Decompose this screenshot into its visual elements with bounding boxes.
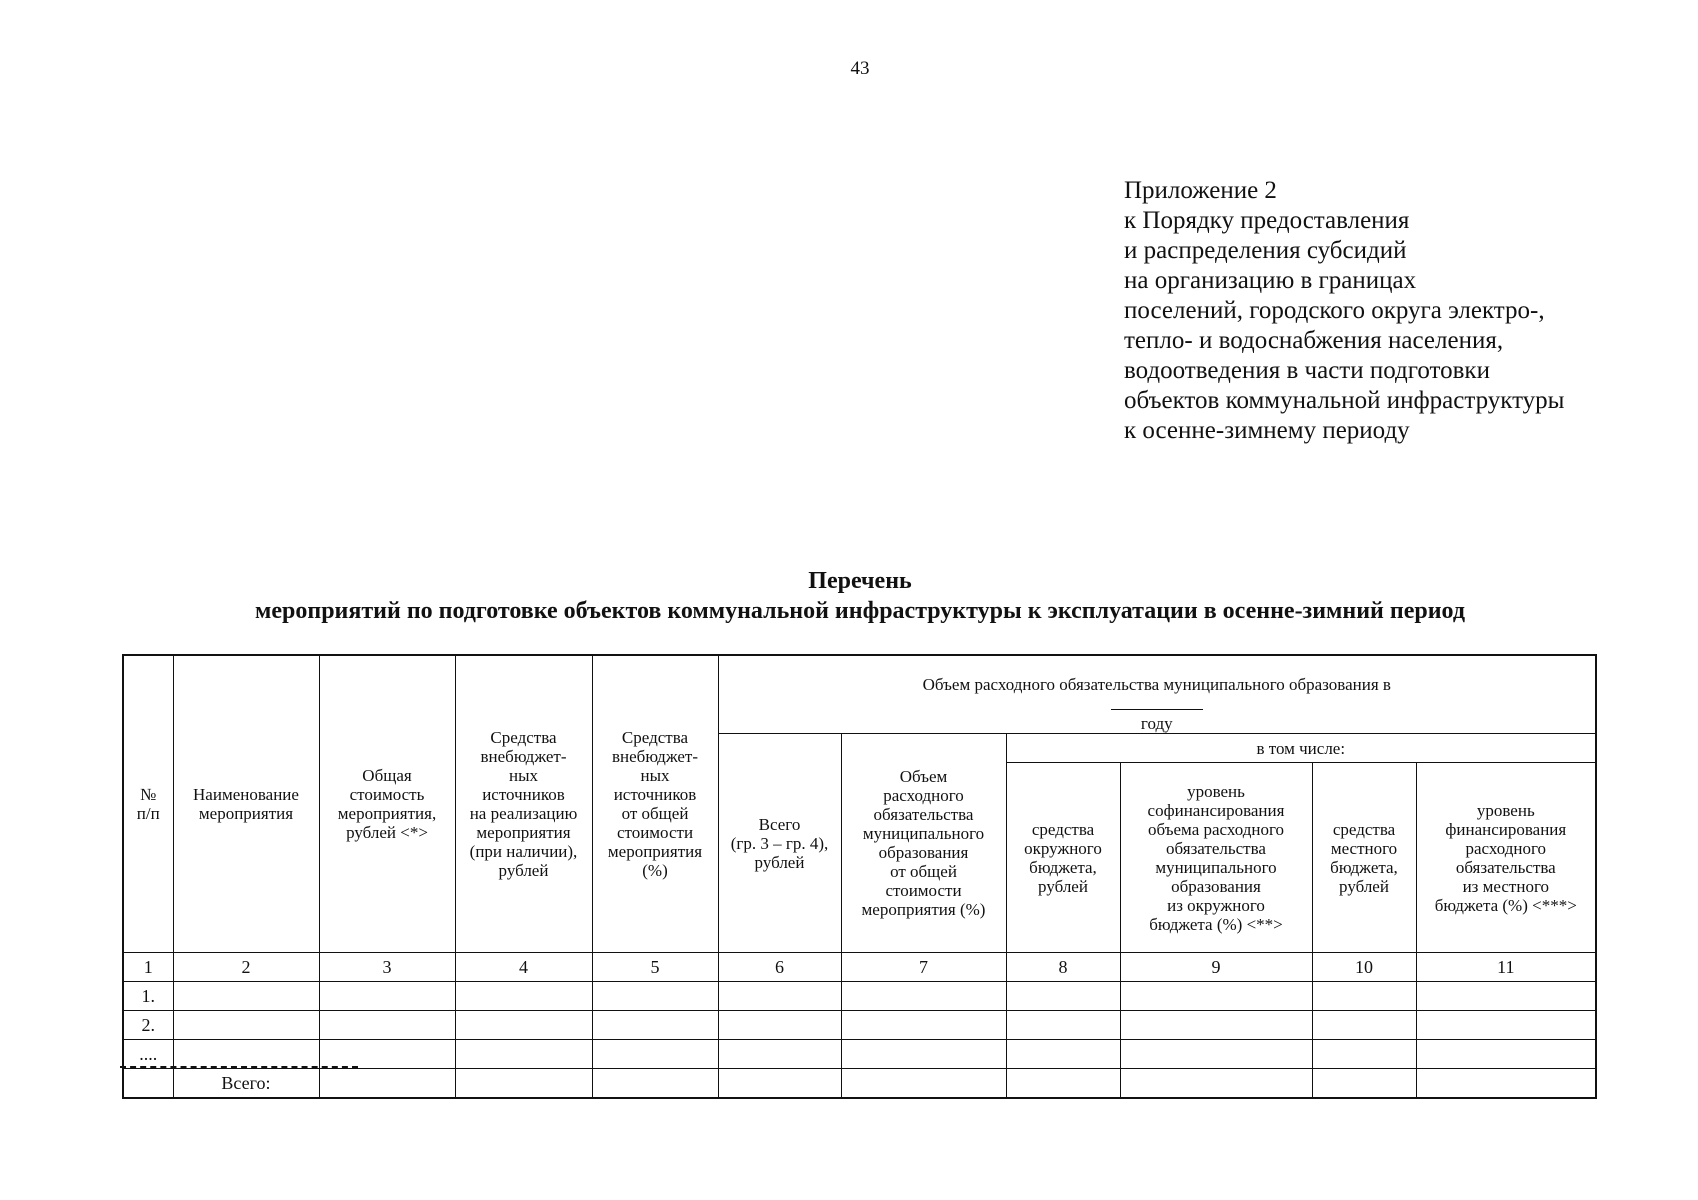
page-number: 43 — [850, 58, 870, 79]
col-header-total-cost: Общая стоимость мероприятия, рублей <*> — [319, 655, 455, 953]
table-cell — [1416, 1040, 1596, 1069]
col-header-cofinancing-level: уровень софинансирования объема расходного обязательства муниципального образования из окружного бюджета (%) <**> — [1120, 763, 1312, 953]
table-cell — [455, 1040, 592, 1069]
appendix-line: объектов коммунальной инфраструктуры — [1124, 387, 1565, 414]
table-cell — [841, 982, 1006, 1011]
row-number: 1. — [123, 982, 173, 1011]
table-cell — [1312, 1040, 1416, 1069]
appendix-line: Приложение 2 — [1124, 177, 1277, 204]
table-cell — [1312, 1069, 1416, 1099]
col-header-offbudget-percent: Средства внебюджет- ных источников от общей стоимости мероприятия (%) — [592, 655, 718, 953]
col-header-local-budget: средства местного бюджета, рублей — [1312, 763, 1416, 953]
table-cell — [841, 1040, 1006, 1069]
table-cell — [841, 1011, 1006, 1040]
appendix-line: поселений, городского округа электро-, — [1124, 297, 1545, 324]
table-cell — [319, 982, 455, 1011]
table-cell — [1006, 982, 1120, 1011]
appendix-line: на организацию в границах — [1124, 267, 1417, 294]
group-header-including: в том числе: — [1006, 734, 1596, 763]
table-cell — [123, 1069, 173, 1099]
table-cell — [1312, 982, 1416, 1011]
total-label: Всего: — [173, 1069, 319, 1099]
column-number: 7 — [841, 953, 1006, 982]
table-cell — [455, 1011, 592, 1040]
document-subtitle: мероприятий по подготовке объектов коммунальной инфраструктуры к эксплуатации в осенне-зимний период — [255, 598, 1465, 624]
group-header-suffix: году — [1140, 714, 1173, 733]
column-number: 2 — [173, 953, 319, 982]
table-cell — [841, 1069, 1006, 1099]
col-header-offbudget-rub: Средства внебюджет- ных источников на реализацию мероприятия (при наличии), рублей — [455, 655, 592, 953]
table-cell — [1120, 982, 1312, 1011]
appendix-line: к осенне-зимнему периоду — [1124, 417, 1410, 444]
col-header-local-financing-level: уровень финансирования расходного обязательства из местного бюджета (%) <***> — [1416, 763, 1596, 953]
table-cell — [173, 982, 319, 1011]
table-cell — [1312, 1011, 1416, 1040]
table-cell — [1416, 1069, 1596, 1099]
column-number: 11 — [1416, 953, 1596, 982]
table-cell — [592, 1040, 718, 1069]
table-cell — [718, 1069, 841, 1099]
table-cell — [1416, 1011, 1596, 1040]
appendix-line: тепло- и водоснабжения населения, — [1124, 327, 1504, 354]
year-blank — [1111, 694, 1203, 710]
column-number: 1 — [123, 953, 173, 982]
column-number: 8 — [1006, 953, 1120, 982]
table-cell — [1006, 1069, 1120, 1099]
table-cell — [1120, 1069, 1312, 1099]
table-cell — [592, 1011, 718, 1040]
document-title: Перечень — [808, 568, 912, 594]
table-row — [123, 1040, 1596, 1069]
table-cell — [173, 1040, 319, 1069]
table-cell — [592, 982, 718, 1011]
row-number: .... — [123, 1040, 173, 1069]
table-cell — [455, 1069, 592, 1099]
total-row — [123, 1069, 1596, 1099]
row-number: 2. — [123, 1011, 173, 1040]
appendix-reference — [1124, 176, 1564, 446]
table-cell — [1120, 1040, 1312, 1069]
table-cell — [718, 1040, 841, 1069]
table-cell — [319, 1069, 455, 1099]
column-number: 3 — [319, 953, 455, 982]
table-cell — [1120, 1011, 1312, 1040]
column-number: 4 — [455, 953, 592, 982]
table-cell — [1416, 982, 1596, 1011]
table-cell — [319, 1040, 455, 1069]
table-row — [123, 982, 1596, 1011]
table-cell — [1006, 1011, 1120, 1040]
column-number: 10 — [1312, 953, 1416, 982]
group-header-prefix: Объем расходного обязательства муниципального образования в — [922, 675, 1391, 694]
col-header-obligation-percent: Объем расходного обязательства муниципального образования от общей стоимости мероприятия (%) — [841, 734, 1006, 953]
appendix-line: и распределения субсидий — [1124, 237, 1407, 264]
col-header-total: Всего (гр. 3 – гр. 4), рублей — [718, 734, 841, 953]
group-header-obligation — [718, 655, 1596, 734]
column-number: 9 — [1120, 953, 1312, 982]
column-numbers-row — [123, 953, 1596, 982]
measures-table — [122, 654, 1597, 1099]
appendix-line: к Порядку предоставления — [1124, 207, 1410, 234]
table-cell — [173, 1011, 319, 1040]
table-cell — [319, 1011, 455, 1040]
footnote-separator — [120, 1066, 358, 1068]
table-cell — [718, 982, 841, 1011]
table-cell — [718, 1011, 841, 1040]
col-header-name: Наименование мероприятия — [173, 655, 319, 953]
table-cell — [455, 982, 592, 1011]
col-header-district-budget: средства окружного бюджета, рублей — [1006, 763, 1120, 953]
column-number: 5 — [592, 953, 718, 982]
col-header-number: № п/п — [123, 655, 173, 953]
table-cell — [592, 1069, 718, 1099]
table-cell — [1006, 1040, 1120, 1069]
appendix-line: водоотведения в части подготовки — [1124, 357, 1490, 384]
column-number: 6 — [718, 953, 841, 982]
table-row — [123, 1011, 1596, 1040]
